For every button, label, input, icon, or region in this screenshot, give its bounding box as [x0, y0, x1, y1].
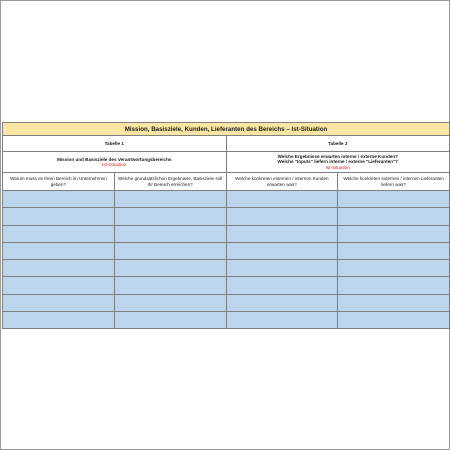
worksheet-table: [2, 122, 450, 329]
input-cell[interactable]: [226, 312, 338, 329]
column-question-1: Warum muss es Ihren Bereich im Unternehmen geben?: [3, 173, 115, 191]
table-row: [3, 277, 450, 294]
table-row: [3, 242, 450, 259]
input-cell[interactable]: [114, 294, 226, 311]
table-row: [3, 208, 450, 225]
input-cell[interactable]: [338, 242, 450, 259]
table-row: [3, 260, 450, 277]
input-cell[interactable]: [226, 260, 338, 277]
table2-label: Tabelle 2: [226, 136, 450, 152]
column-question-2: Welche grundsätzlichen Ergebnisse, Basisziele soll Ihr Bereich erreichen?: [114, 173, 226, 191]
table2-heading-line2: Welche "Inputs" liefern interne / externe "Lieferanten"?: [277, 159, 398, 165]
table-row: [3, 191, 450, 208]
table1-label: Tabelle 1: [3, 136, 227, 152]
input-cell[interactable]: [226, 242, 338, 259]
input-cell[interactable]: [114, 260, 226, 277]
input-cell[interactable]: [3, 242, 115, 259]
input-cell[interactable]: [338, 277, 450, 294]
table2-status: Ist-Situation: [325, 164, 350, 170]
input-cell[interactable]: [3, 208, 115, 225]
column-question-3: Welche konkreten externen / internen Kunden erwarten was?: [226, 173, 338, 191]
table-row: [3, 312, 450, 329]
input-cell[interactable]: [3, 294, 115, 311]
input-rows: [3, 191, 450, 329]
input-cell[interactable]: [338, 191, 450, 208]
table1-status: Ist-Situation: [102, 162, 127, 167]
input-cell[interactable]: [338, 294, 450, 311]
input-cell[interactable]: [338, 260, 450, 277]
input-cell[interactable]: [226, 208, 338, 225]
input-cell[interactable]: [114, 242, 226, 259]
table1-heading: Mission und Basisziele des Verantwortungsbereichs: [57, 156, 172, 162]
input-cell[interactable]: [114, 208, 226, 225]
input-cell[interactable]: [114, 312, 226, 329]
input-cell[interactable]: [226, 277, 338, 294]
sheet-title: Mission, Basisziele, Kunden, Lieferanten des Bereichs – Ist-Situation: [3, 123, 450, 136]
column-question-4: Welche konkreten externen / internen Lieferanten liefern was?: [338, 173, 450, 191]
input-cell[interactable]: [226, 294, 338, 311]
input-cell[interactable]: [3, 191, 115, 208]
input-cell[interactable]: [114, 225, 226, 242]
table-row: [3, 294, 450, 311]
input-cell[interactable]: [114, 191, 226, 208]
table-row: [3, 225, 450, 242]
input-cell[interactable]: [338, 225, 450, 242]
input-cell[interactable]: [338, 312, 450, 329]
input-cell[interactable]: [114, 277, 226, 294]
input-cell[interactable]: [3, 312, 115, 329]
input-cell[interactable]: [3, 277, 115, 294]
input-cell[interactable]: [338, 208, 450, 225]
table2-heading-cell: [226, 152, 450, 173]
table1-heading-cell: [3, 152, 227, 173]
table2-heading-line1: Welche Ergebnisse erwarten interne / externe Kunden?: [277, 153, 398, 159]
input-cell[interactable]: [226, 191, 338, 208]
input-cell[interactable]: [226, 225, 338, 242]
input-cell[interactable]: [3, 225, 115, 242]
input-cell[interactable]: [3, 260, 115, 277]
